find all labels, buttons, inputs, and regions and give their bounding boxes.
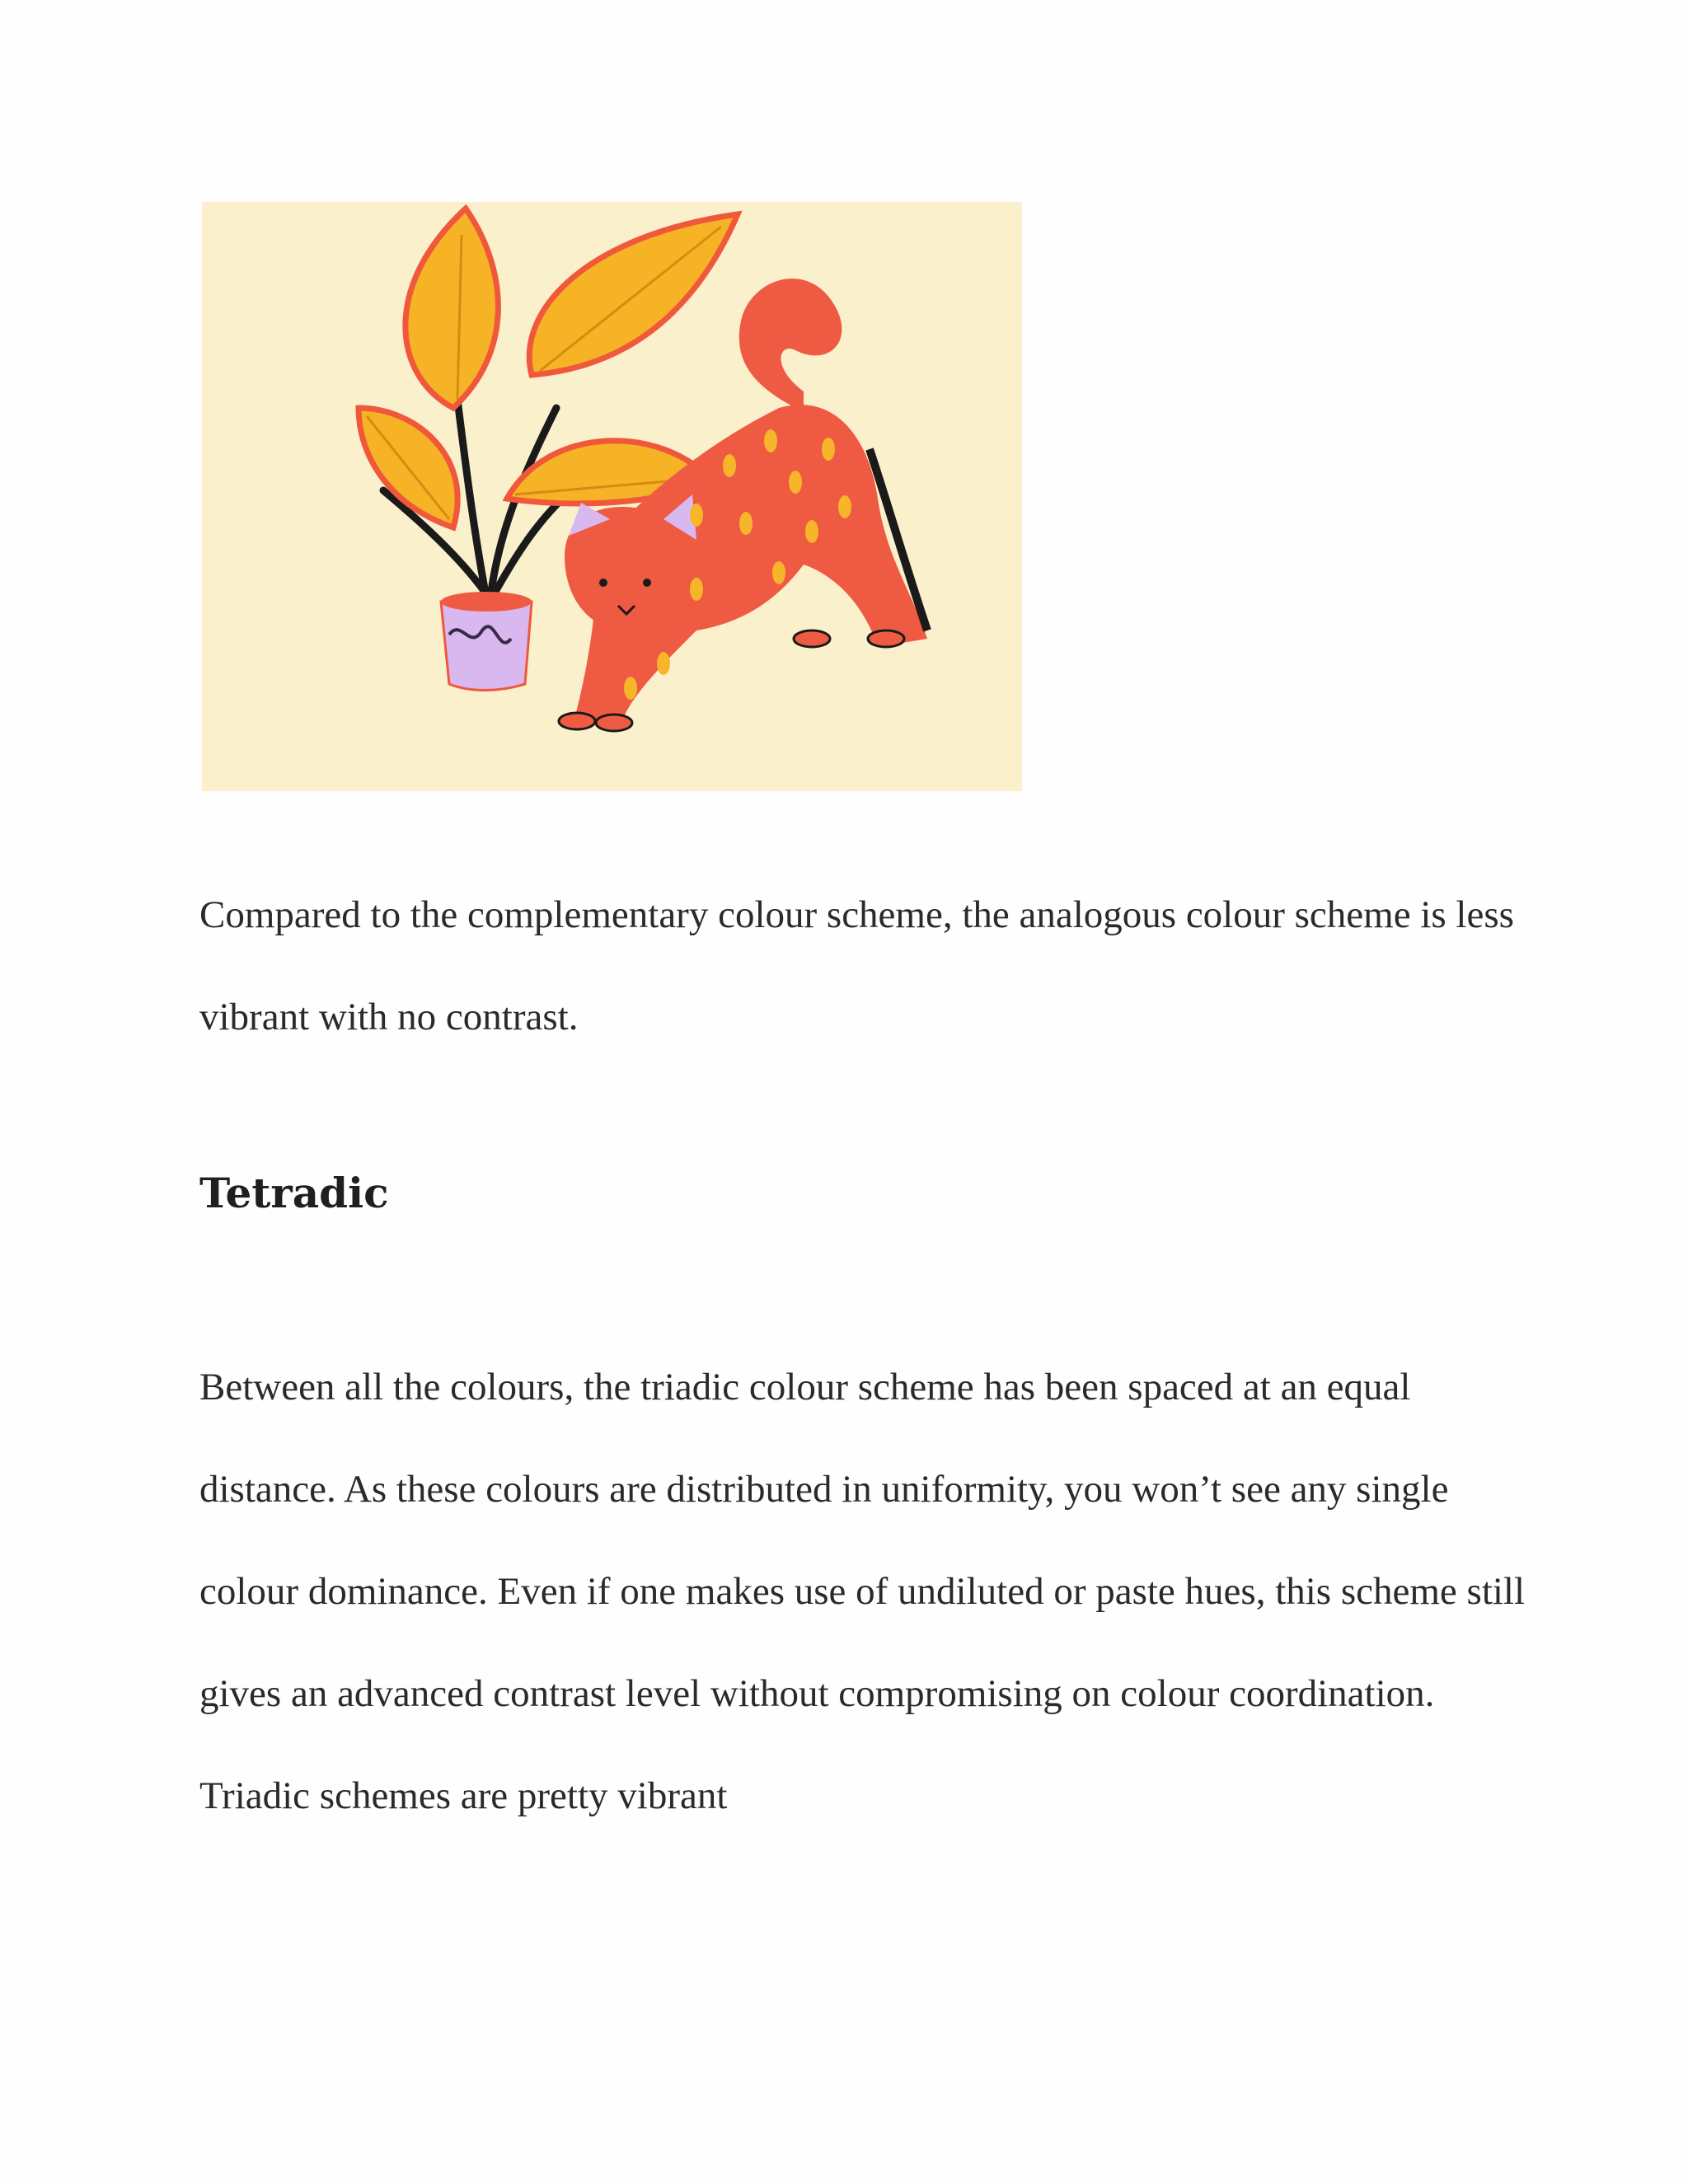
body-paragraph: Between all the colours, the triadic colour scheme has been spaced at an equal distance. As these colours are distributed in uniformity, you won’t see any single colour dominance. Even if one makes use of undiluted or paste hues, this scheme still gives an advanced contrast level without compromising on colour coordination. Triadic schemes are pretty vibrant <box>199 1366 1526 1817</box>
article-illustration <box>202 202 1022 791</box>
body-paragraph: Compared to the complementary colour scheme, the analogous colour scheme is less vibrant with no contrast. <box>199 893 1514 1038</box>
plant-and-cat-illustration-icon <box>202 202 1022 791</box>
section-heading: Tetradic <box>199 1169 389 1217</box>
